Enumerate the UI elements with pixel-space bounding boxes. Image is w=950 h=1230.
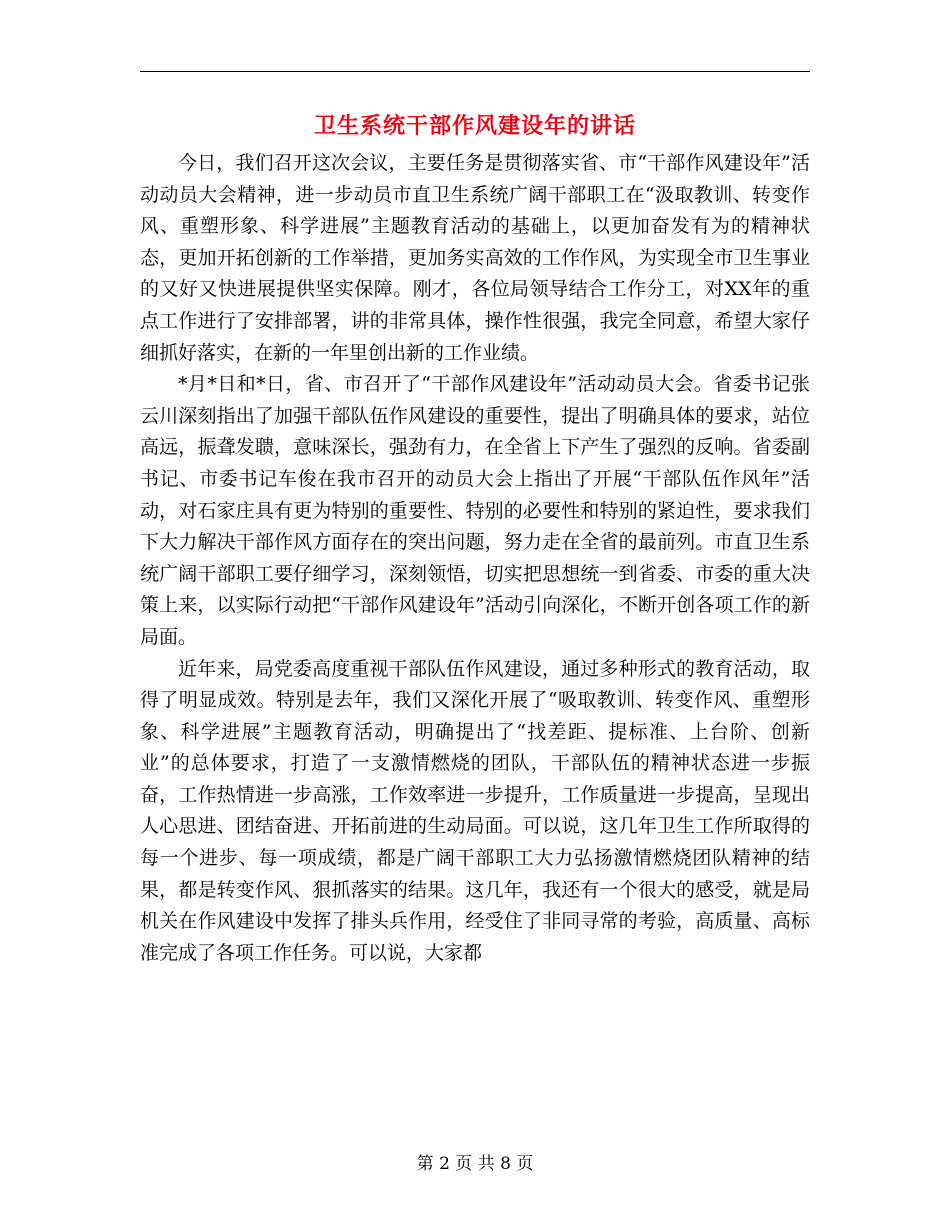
footer-page-total: 8 — [500, 1154, 511, 1174]
page-footer — [0, 1152, 950, 1176]
document-title: 卫生系统干部作风建设年的讲话 — [313, 113, 636, 139]
document-body — [140, 148, 810, 969]
footer-prefix: 第 — [416, 1154, 434, 1174]
header-rule — [140, 71, 810, 72]
footer-page-number: 2 — [439, 1154, 450, 1174]
paragraph-3: 近年来，局党委高度重视干部队伍作风建设，通过多种形式的教育活动，取得了明显成效。特别是去年，我们又深化开展了“吸取教训、转变作风、重塑形象、科学进展”主题教育活动，明确提出了“找差距、提标准、上台阶、创新业”的总体要求，打造了一支激情燃烧的团队，干部队伍的精神状态进一步振奋，工作热情进一步高涨，工作效率进一步提升，工作质量进一步提高，呈现出人心思进、团结奋进、开拓前进的生动局面。可以说，这几年卫生工作所取得的每一个进步、每一项成绩，都是广阔干部职工大力弘扬激情燃烧团队精神的结果，都是转变作风、狠抓落实的结果。这几年，我还有一个很大的感受，就是局机关在作风建设中发挥了排头兵作用，经受住了非同寻常的考验，高质量、高标准完成了各项工作任务。可以说，大家都 — [140, 657, 810, 964]
paragraph-1: 今日，我们召开这次会议，主要任务是贯彻落实省、市“干部作风建设年”活动动员大会精神，进一步动员市直卫生系统广阔干部职工在“汲取教训、转变作风、重塑形象、科学进展”主题教育活动的基础上，以更加奋发有为的精神状态，更加开拓创新的工作举措，更加务实高效的工作作风，为实现全市卫生事业的又好又快进展提供坚实保障。刚才，各位局领导结合工作分工，对XX年的重点工作进行了安排部署，讲的非常具体，操作性很强，我完全同意，希望大家仔细抓好落实，在新的一年里创出新的工作业绩。 — [140, 152, 810, 364]
footer-suffix: 页 — [516, 1154, 534, 1174]
paragraph-2: *月*日和*日，省、市召开了“干部作风建设年”活动动员大会。省委书记张云川深刻指出了加强干部队伍作风建设的重要性，提出了明确具体的要求，站位高远，振聋发聩，意味深长，强劲有力，在全省上下产生了强烈的反响。省委副书记、市委书记车俊在我市召开的动员大会上指出了开展“干部队伍作风年”活动，对石家庄具有更为特别的重要性、特别的必要性和特别的紧迫性，要求我们下大力解决干部作风方面存在的突出问题，努力走在全省的最前列。市直卫生系统广阔干部职工要仔细学习，深刻领悟，切实把思想统一到省委、市委的重大决策上来，以实际行动把“干部作风建设年”活动引向深化，不断开创各项工作的新局面。 — [140, 373, 810, 648]
footer-middle: 页 共 — [455, 1154, 495, 1174]
